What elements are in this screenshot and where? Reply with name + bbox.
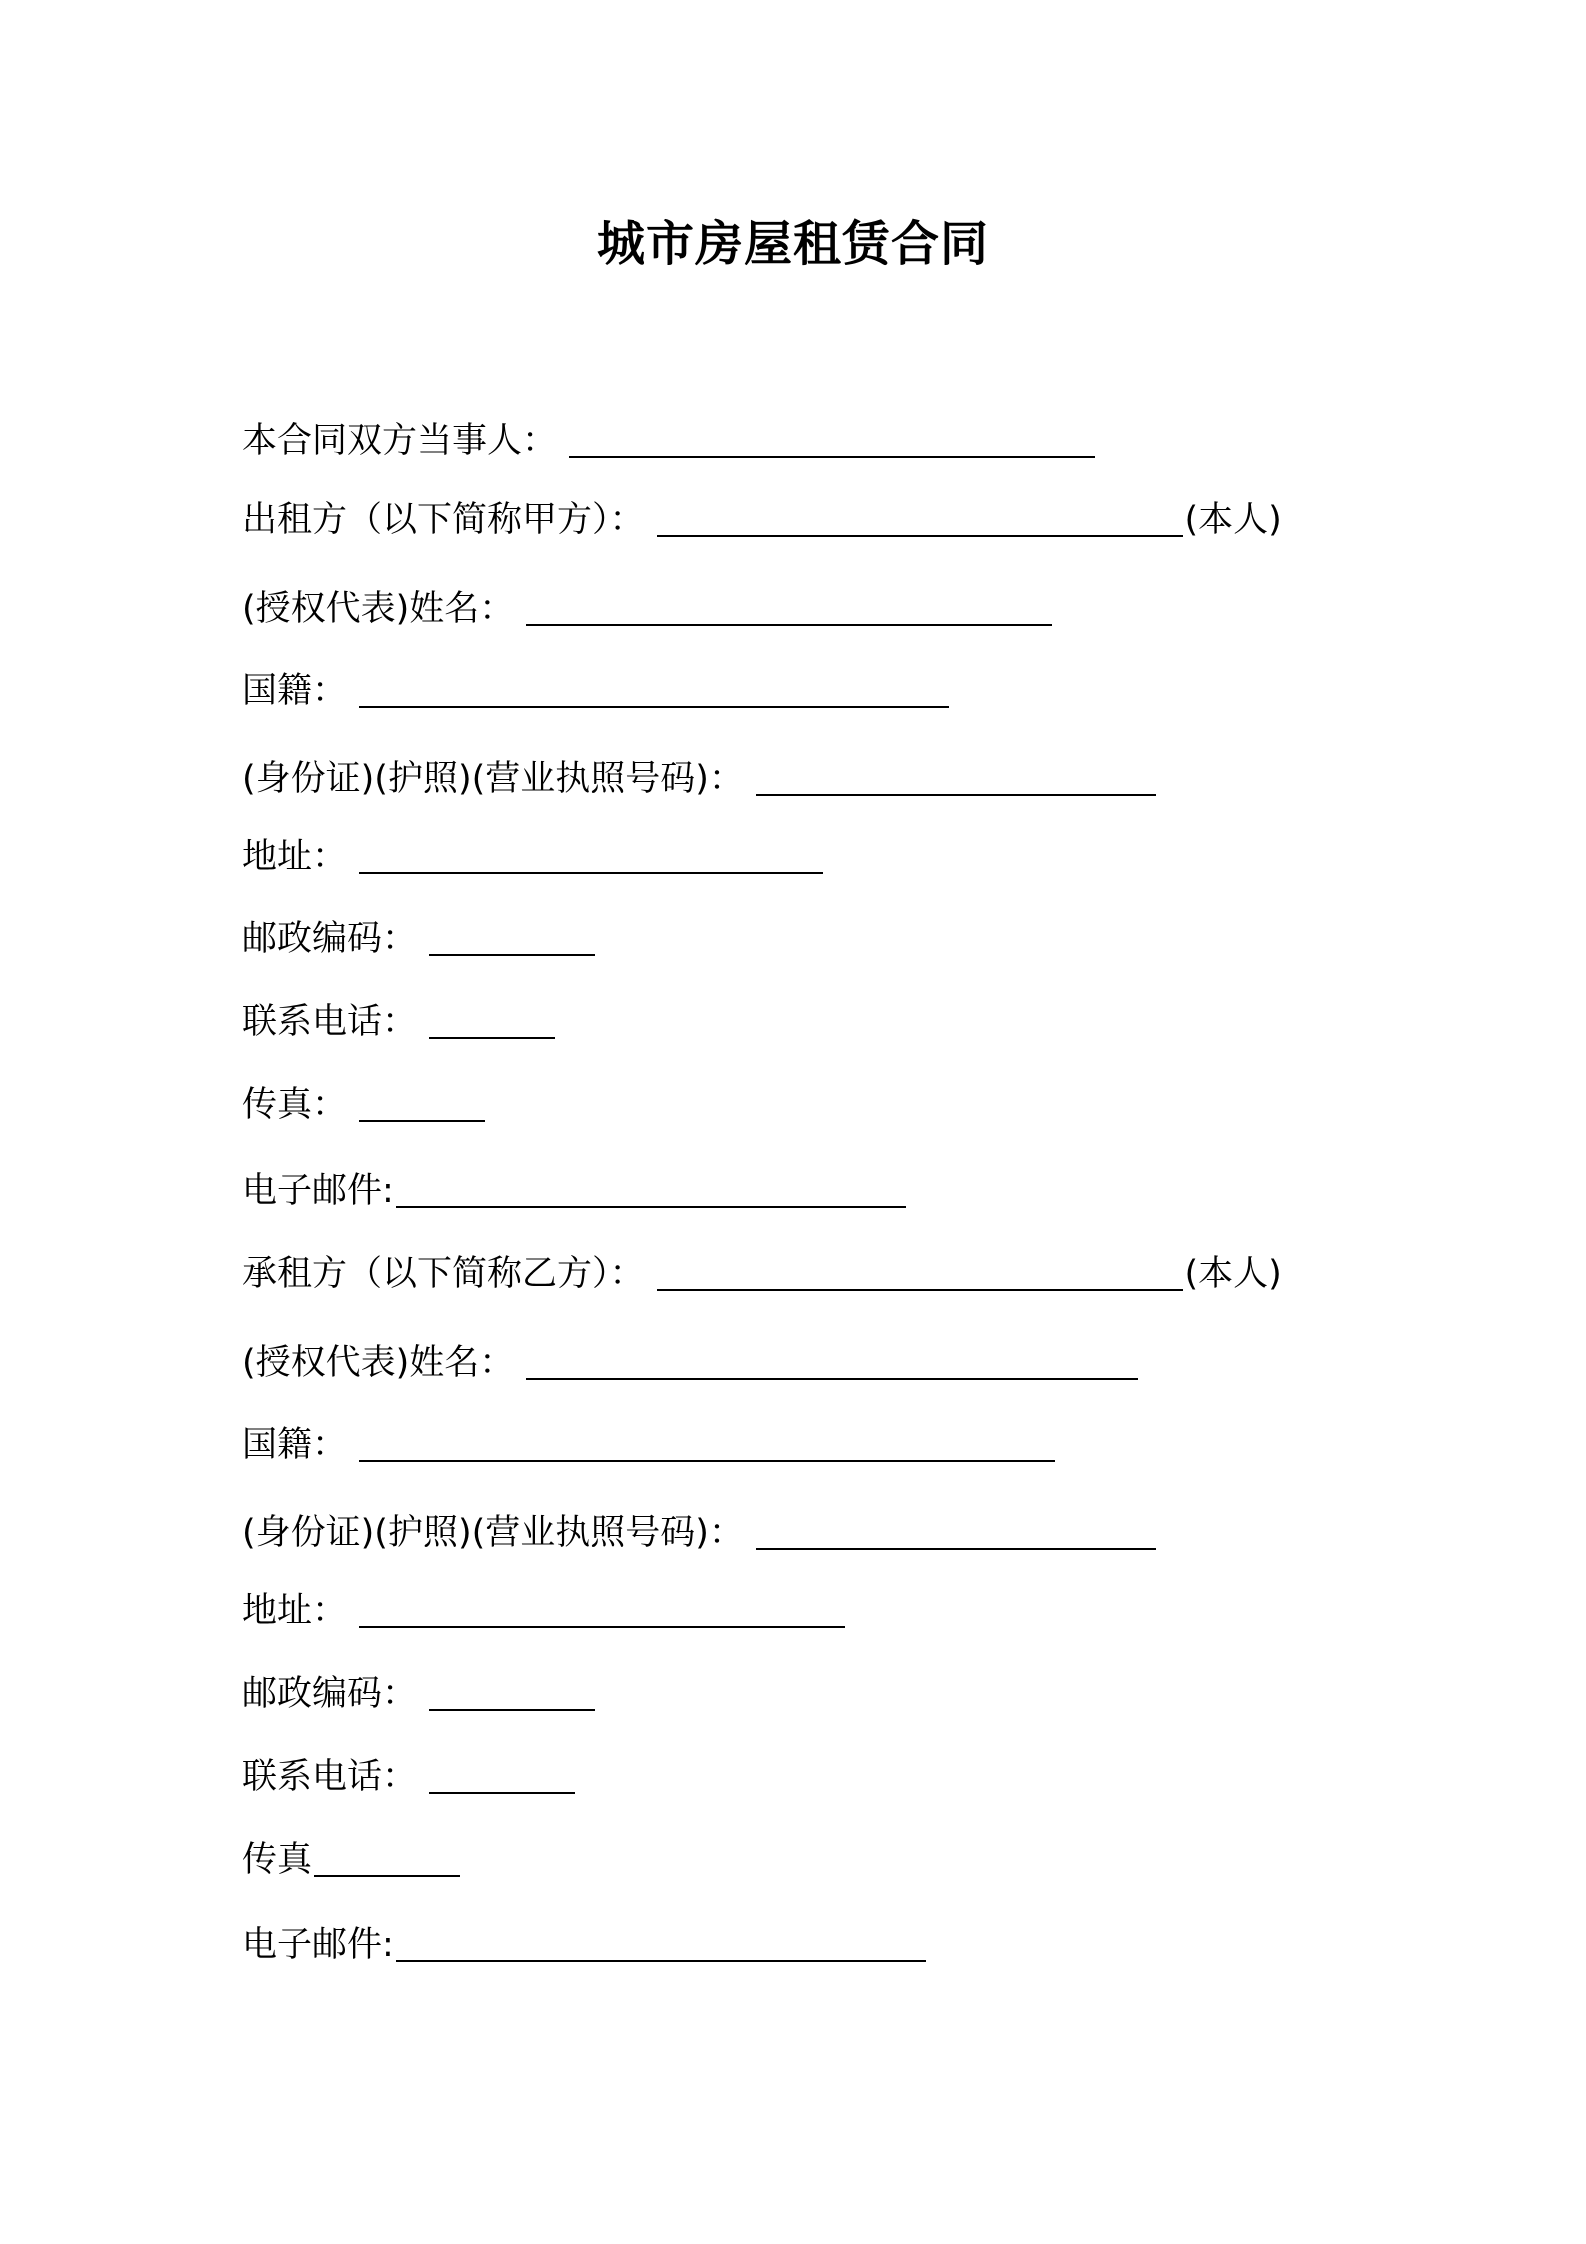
lessor-postcode-line [242,916,595,962]
lessor-heading-suffix: (本人) [1184,500,1282,540]
lessee-fax-label: 传真 [242,1840,313,1880]
lessee-phone-line [242,1754,575,1800]
lessor-email-label: 电子邮件: [242,1171,394,1211]
lessor-nationality-blank[interactable] [359,672,949,708]
lessor-phone-line [242,999,555,1045]
lessor-nationality-label: 国籍： [242,671,348,711]
lessee-fax-blank[interactable] [314,1841,460,1877]
lessor-postcode-blank[interactable] [429,920,595,956]
lessee-email-blank[interactable] [396,1926,926,1962]
lessee-heading-suffix: (本人) [1184,1254,1282,1294]
lessee-postcode-label: 邮政编码： [242,1674,418,1714]
lessor-address-label: 地址： [242,837,348,877]
document-title: 城市房屋租赁合同 [596,216,989,272]
lessor-address-line [242,834,823,880]
lessor-heading-line [242,497,1282,543]
lessor-fax-label: 传真： [242,1085,348,1125]
lessee-phone-label: 联系电话： [242,1757,418,1797]
lessor-id-line [242,756,1156,802]
lessor-postcode-label: 邮政编码： [242,919,418,959]
lessee-representative-blank[interactable] [526,1344,1138,1380]
lessee-id-line [242,1510,1156,1556]
lessee-nationality-label: 国籍： [242,1425,348,1465]
lessor-representative-label: (授权代表)姓名： [242,589,515,629]
lessee-fax-line [242,1837,460,1883]
lessee-address-blank[interactable] [359,1592,845,1628]
parties-intro-line [242,418,1095,464]
lessor-id-blank[interactable] [756,760,1156,796]
lessor-address-blank[interactable] [359,838,823,874]
lessee-email-label: 电子邮件: [242,1925,394,1965]
lessee-representative-label: (授权代表)姓名： [242,1343,515,1383]
lessee-id-label: (身份证)(护照)(营业执照号码)： [242,1513,744,1553]
lessee-name-blank[interactable] [657,1255,1183,1291]
lessor-name-blank[interactable] [657,501,1183,537]
lessee-heading-label: 承租方（以下简称乙方）： [242,1254,645,1294]
lessee-address-line [242,1588,845,1634]
lessor-fax-line [242,1082,485,1128]
lessor-id-label: (身份证)(护照)(营业执照号码)： [242,759,744,799]
lessee-nationality-blank[interactable] [359,1426,1055,1462]
parties-intro-blank[interactable] [569,422,1095,458]
lessor-phone-blank[interactable] [429,1003,555,1039]
lessee-nationality-line [242,1422,1055,1468]
lessee-postcode-blank[interactable] [429,1675,595,1711]
lessor-heading-label: 出租方（以下简称甲方）： [242,500,645,540]
lessee-heading-line [242,1251,1282,1297]
lessee-address-label: 地址： [242,1591,348,1631]
lessor-fax-blank[interactable] [359,1086,485,1122]
lessee-phone-blank[interactable] [429,1758,575,1794]
lessor-nationality-line [242,668,949,714]
lessor-phone-label: 联系电话： [242,1002,418,1042]
lessee-representative-line [242,1340,1138,1386]
lessor-email-blank[interactable] [396,1172,906,1208]
lessee-postcode-line [242,1671,595,1717]
lessor-representative-blank[interactable] [526,590,1052,626]
lessee-email-line [242,1922,926,1968]
lessor-representative-line [242,586,1052,632]
lessor-email-line [242,1168,906,1214]
lessee-id-blank[interactable] [756,1514,1156,1550]
parties-intro-label: 本合同双方当事人： [242,421,558,461]
